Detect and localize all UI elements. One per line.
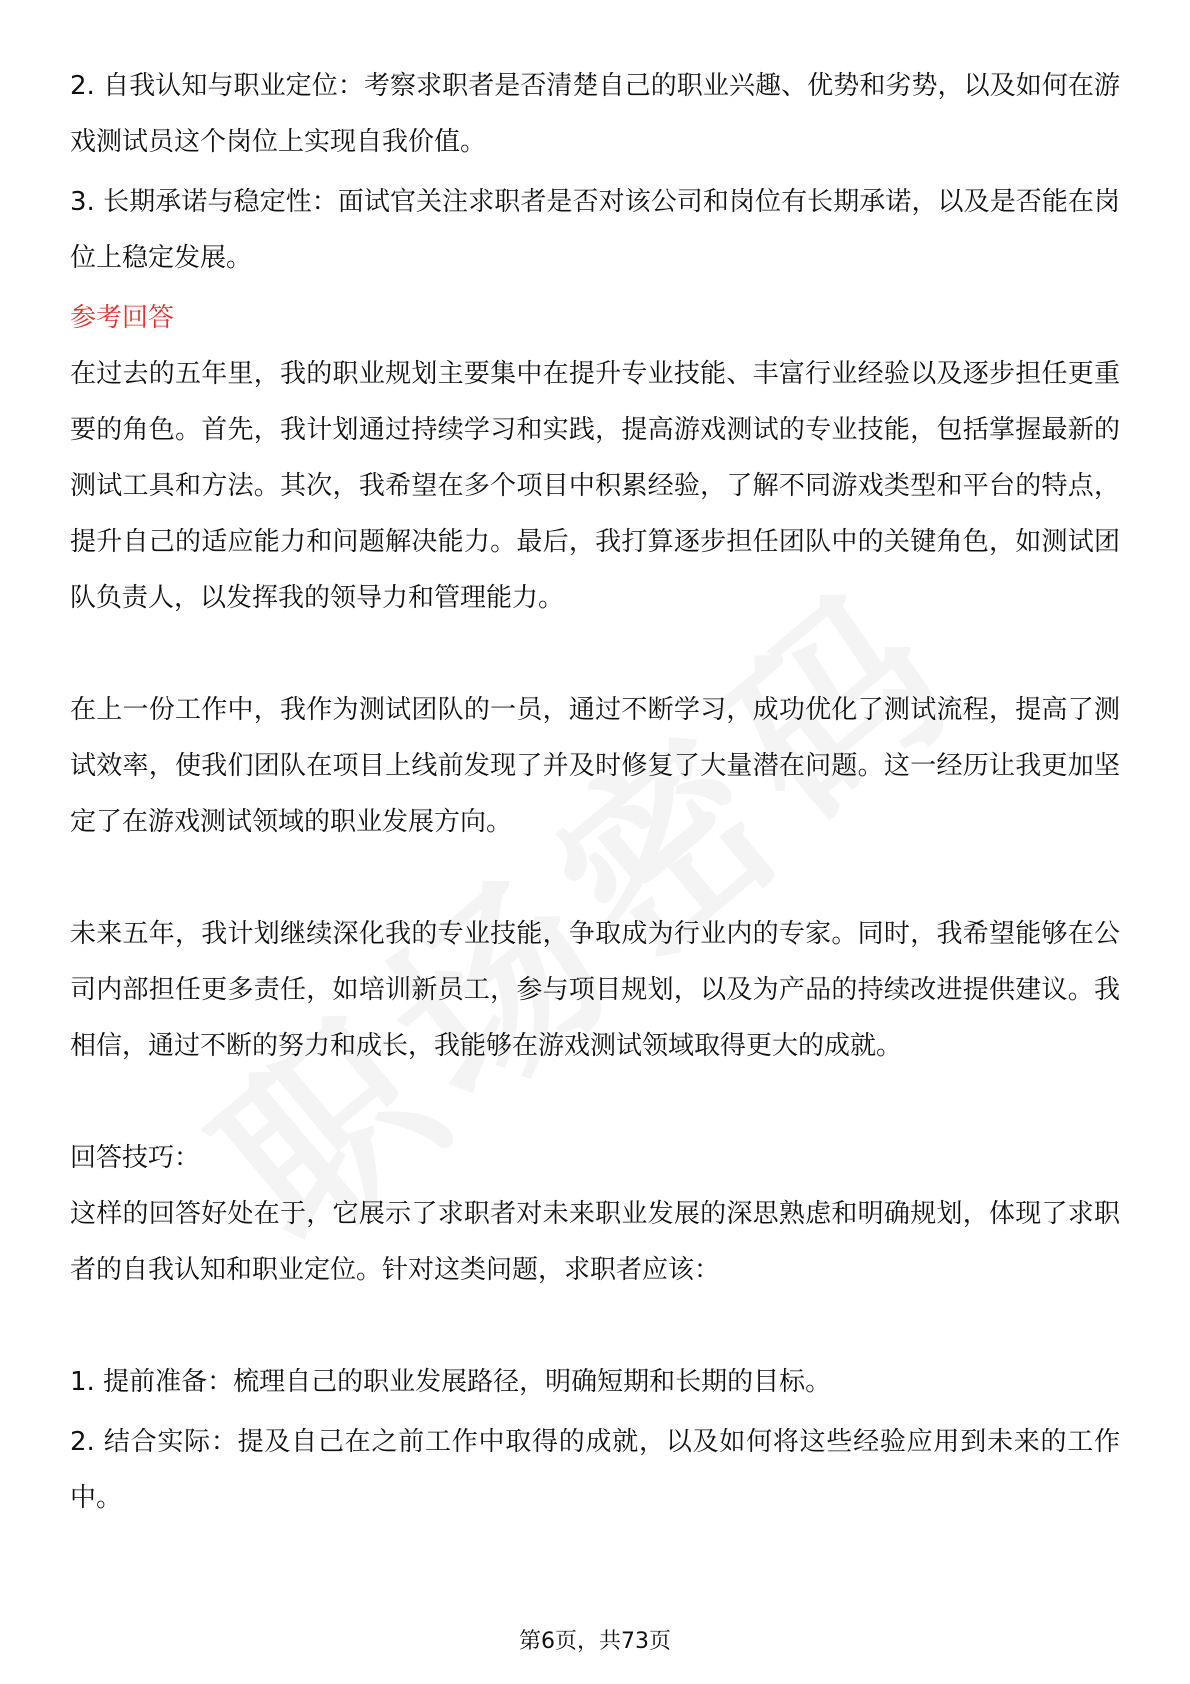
reference-answer-heading: 参考回答 bbox=[70, 303, 175, 333]
answer-paragraph-3: 未来五年，我计划继续深化我的专业技能，争取成为行业内的专家。同时，我希望能够在公司内部担任更多责任，如培训新员工，参与项目规划，以及为产品的持续改进提供建议。我相信，通过不断的努力和成长，我能够在游戏测试领域取得更大的成就。 bbox=[70, 919, 1120, 1061]
tips-intro: 这样的回答好处在于，它展示了求职者对未来职业发展的深思熟虑和明确规划，体现了求职者的自我认知和职业定位。针对这类问题，求职者应该： bbox=[70, 1199, 1120, 1285]
answer-paragraph-2: 在上一份工作中，我作为测试团队的一员，通过不断学习，成功优化了测试流程，提高了测试效率，使我们团队在项目上线前发现了并及时修复了大量潜在问题。这一经历让我更加坚定了在游戏测试领域的职业发展方向。 bbox=[70, 695, 1120, 837]
answer-paragraph-1: 在过去的五年里，我的职业规划主要集中在提升专业技能、丰富行业经验以及逐步担任更重要的角色。首先，我计划通过持续学习和实践，提高游戏测试的专业技能，包括掌握最新的测试工具和方法。其次，我希望在多个项目中积累经验，了解不同游戏类型和平台的特点，提升自己的适应能力和问题解决能力。最后，我打算逐步担任团队中的关键角色，如测试团队负责人，以发挥我的领导力和管理能力。 bbox=[70, 359, 1120, 613]
criteria-item-2: 2. 自我认知与职业定位：考察求职者是否清楚自己的职业兴趣、优势和劣势，以及如何在游戏测试员这个岗位上实现自我价值。 bbox=[70, 71, 1120, 157]
criteria-item-3: 3. 长期承诺与稳定性：面试官关注求职者是否对该公司和岗位有长期承诺，以及是否能在岗位上稳定发展。 bbox=[70, 187, 1120, 273]
page-content bbox=[70, 58, 1120, 1526]
tip-item-2: 2. 结合实际：提及自己在之前工作中取得的成就，以及如何将这些经验应用到未来的工作中。 bbox=[70, 1427, 1120, 1513]
tips-heading: 回答技巧： bbox=[70, 1143, 201, 1173]
tip-item-1: 1. 提前准备：梳理自己的职业发展路径，明确短期和长期的目标。 bbox=[70, 1367, 832, 1397]
page-number: 第6页，共73页 bbox=[519, 1629, 671, 1654]
